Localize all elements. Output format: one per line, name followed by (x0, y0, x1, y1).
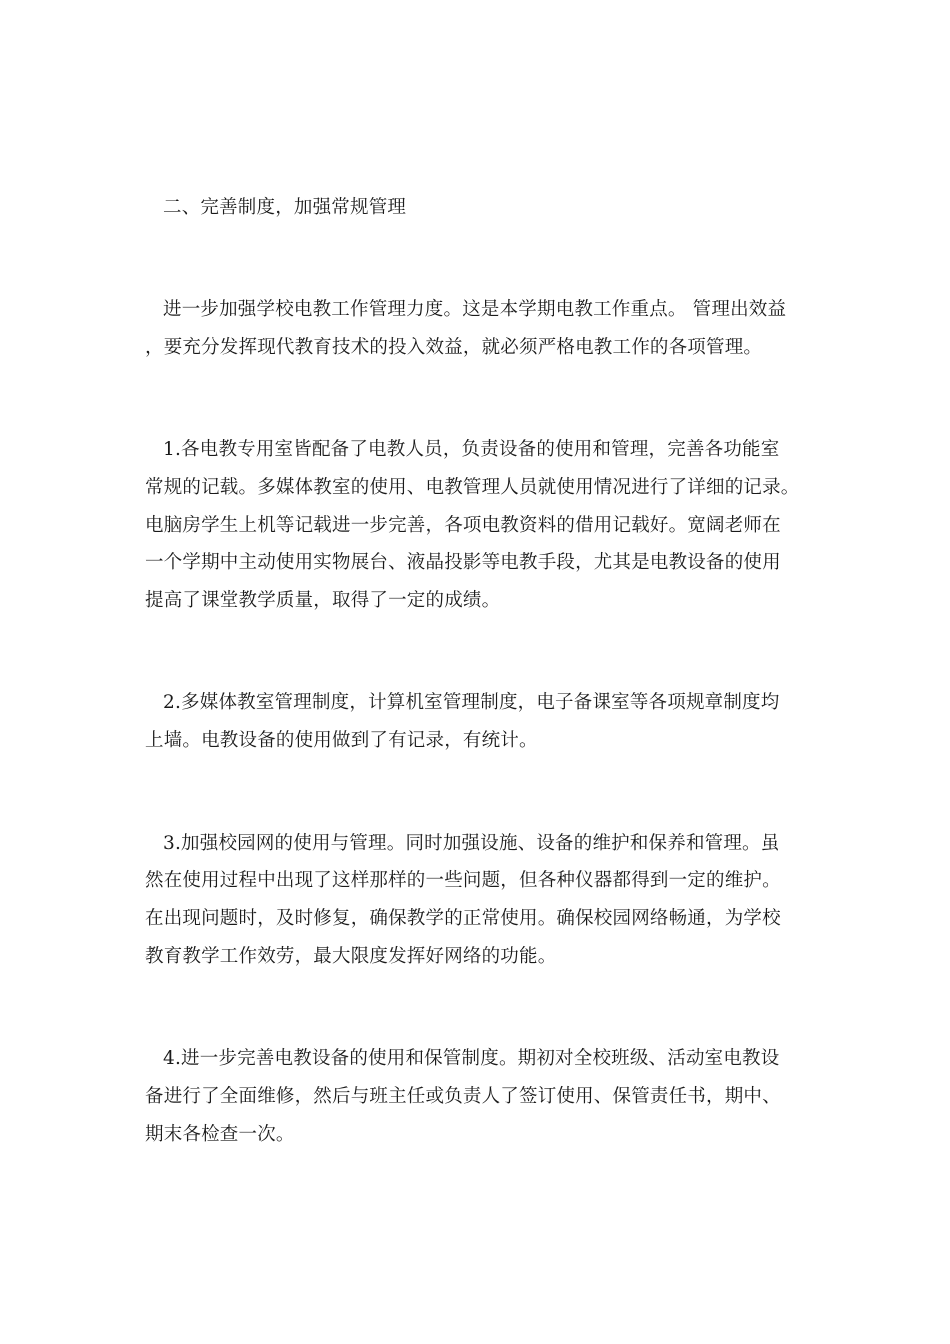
item-4-line-3: 期末各检查一次。 (145, 1124, 295, 1145)
item-1-line-4: 一个学期中主动使用实物展台、液晶投影等电教手段，尤其是电教设备的使用 (145, 552, 781, 573)
item-3-line-2: 然在使用过程中出现了这样那样的一些问题，但各种仪器都得到一定的维护。 (145, 870, 781, 891)
item-1-line-5: 提高了课堂教学质量，取得了一定的成绩。 (145, 590, 501, 611)
item-4-line-1: 4.进一步完善电教设备的使用和保管制度。期初对全校班级、活动室电教设 (163, 1048, 780, 1069)
item-1-line-2: 常规的记载。多媒体教室的使用、电教管理人员就使用情况进行了详细的记录。 (145, 477, 800, 498)
item-3-line-4: 教育教学工作效劳，最大限度发挥好网络的功能。 (145, 946, 557, 967)
item-3-line-1: 3.加强校园网的使用与管理。同时加强设施、设备的维护和保养和管理。虽 (163, 833, 780, 854)
item-1-line-3: 电脑房学生上机等记载进一步完善，各项电教资料的借用记载好。宽阔老师在 (145, 515, 781, 536)
intro-line-1: 进一步加强学校电教工作管理力度。这是本学期电教工作重点。 管理出效益 (163, 299, 787, 320)
item-2-line-2: 上墙。电教设备的使用做到了有记录，有统计。 (145, 730, 538, 751)
section-heading: 二、完善制度，加强常规管理 (163, 197, 407, 218)
item-2-line-1: 2.多媒体教室管理制度，计算机室管理制度，电子备课室等各项规章制度均 (163, 692, 780, 713)
item-1-line-1: 1.各电教专用室皆配备了电教人员，负责设备的使用和管理，完善各功能室 (163, 439, 780, 460)
item-4-line-2: 备进行了全面维修，然后与班主任或负责人了签订使用、保管责任书，期中、 (145, 1086, 781, 1107)
item-3-line-3: 在出现问题时，及时修复，确保教学的正常使用。确保校园网络畅通，为学校 (145, 908, 781, 929)
intro-line-2: ，要充分发挥现代教育技术的投入效益，就必须严格电教工作的各项管理。 (145, 337, 763, 358)
